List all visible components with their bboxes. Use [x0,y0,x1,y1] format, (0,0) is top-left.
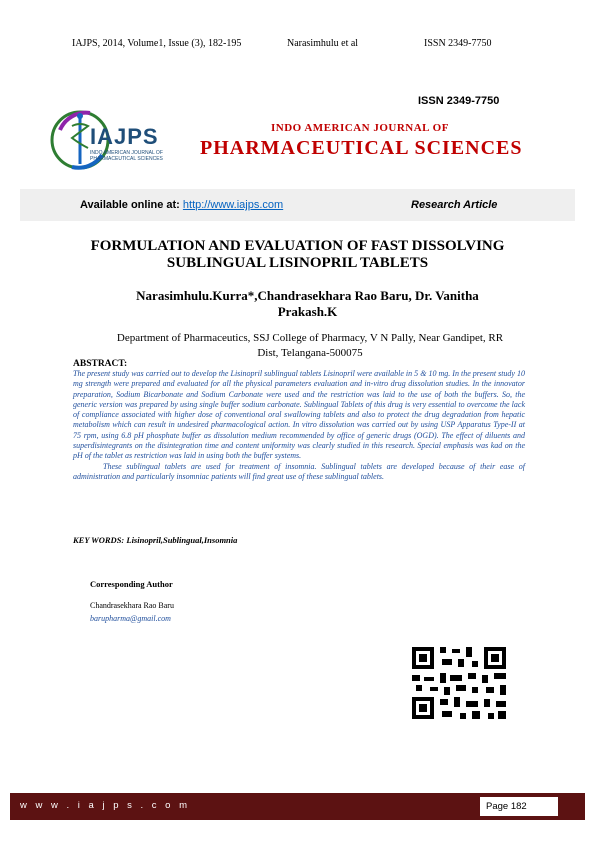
affiliation-line-1: Department of Pharmaceutics, SSJ College of Pharmacy, V N Pally, Near Gandipet, RR [116,332,504,344]
authors-line-1: Narasimhulu.Kurra*,Chandrasekhara Rao Baru, Dr. Vanitha [136,288,479,303]
qr-code [408,645,510,721]
logo-wordmark: IAJPS [90,124,159,149]
journal-logo [50,100,178,180]
banner-issn: ISSN 2349-7750 [418,95,500,107]
corresponding-author-heading: Corresponding Author [90,579,173,589]
abstract-paragraph-1: The present study was carried out to develop the Lisinopril sublingual tablets Lisinopril were available in 5 & 10 mg. In the present study 10 mg strength were prepared and evaluated for all the physical parameters evaluation and in-vitro drug dissolution studies. In the innovator preparation, Sodium Bicarbonate and Sodium Carbonate were used and the restriction was laid to the use of both the buffers. So, the generic version was prepared by using single buffer sodium carbonate. Sublingual Tablets of this drug is very essential to overcome the lack of compliance associated with higher dose of conventional oral swallowing tablets and also to protect the drug degradation from hepatic metabolism which can result in undesired pharmacological action. In vitro dissolution was carried out by using USP Apparatus Type-II at 75 rpm, using 6.8 pH phosphate buffer as dissolution medium recommended by office of generic drugs (OGD). The effect of diluents and superdisintegrants on the disintegration time and content uniformity was clearly studied in this research. Special emphasis was kad on the pH of the tablet as restriction was laid in using both the buffer systems. [73,369,525,461]
header-issn: ISSN 2349-7750 [424,38,492,49]
journal-name-line2: PHARMACEUTICAL SCIENCES [200,137,523,159]
footer-website[interactable]: w w w . i a j p s . c o m [20,800,191,811]
corresponding-author-name: Chandrasekhara Rao Baru [90,601,174,610]
abstract-heading: ABSTRACT: [73,359,128,369]
abstract-paragraph-2: These sublingual tablets are used for treatment of insomnia. Sublingual tablets are developed because of their ease of administration and particularly insomniac patients will find great use of these sublingual tablets. [73,461,525,481]
journal-name-line1: INDO AMERICAN JOURNAL OF [271,122,449,134]
header-authors: Narasimhulu et al [287,38,359,49]
logo-subtext: INDO AMERICAN JOURNAL OF PHARMACEUTICAL SCIENCES [90,150,163,162]
availability-text [80,199,283,211]
title-line-2: SUBLINGUAL LISINOPRIL TABLETS [166,255,429,271]
affiliation-line-2: Dist, Telangana-500075 [257,347,363,359]
keywords: KEY WORDS: Lisinopril,Sublingual,Insomnia [73,535,238,545]
page-number: Page 182 [480,797,558,816]
title-line-1: FORMULATION AND EVALUATION OF FAST DISSOLVING [90,238,505,254]
affiliation [80,331,540,361]
corresponding-author-email[interactable]: barupharma@gmail.com [90,614,171,623]
header-citation: IAJPS, 2014, Volume1, Issue (3), 182-195 [72,38,242,49]
article-type: Research Article [411,199,498,211]
authors-line-2: Prakash.K [277,304,338,319]
author-list [100,288,515,320]
article-title [20,238,575,272]
availability-label: Available online at: [80,199,180,211]
journal-url-link[interactable]: http://www.iajps.com [182,199,284,211]
abstract-body [73,369,525,482]
